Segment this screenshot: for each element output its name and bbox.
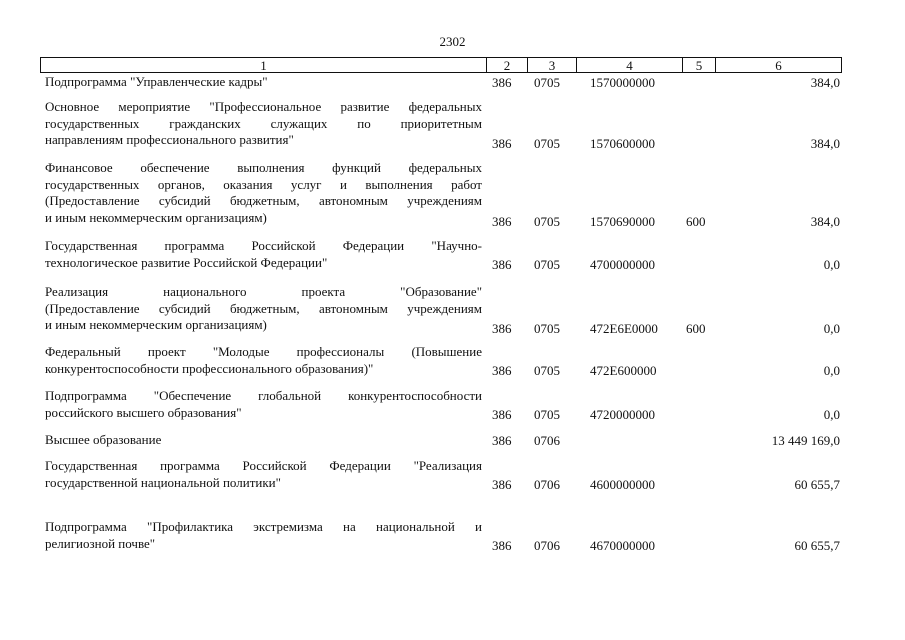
ministry-code: 386 [492,257,512,272]
ministry-code: 386 [492,136,512,151]
description-line: государственных органов, оказания услуг и выполнения работ [45,176,482,192]
description-line: конкурентоспособности профессионального образования)" [45,360,374,376]
table-row [0,99,905,152]
target-article-code: 1570690000 [590,214,655,229]
expense-type-code: 600 [686,321,706,336]
description-line: направлениям профессионального развития" [45,132,294,147]
header-col-3: 3 [527,58,576,72]
section-code: 0705 [534,407,560,422]
description-line: Федеральный проект "Молодые профессионалы (Повышение [45,344,482,359]
ministry-code: 386 [492,433,512,448]
section-code: 0706 [534,477,560,492]
section-code: 0705 [534,321,560,336]
description-line: Подпрограмма "Профилактика экстремизма на национальной и [45,519,482,534]
ministry-code: 386 [492,75,512,90]
row-description [45,344,482,377]
row-description [45,74,482,91]
target-article-code: 4600000000 [590,477,655,492]
description-line: религиозной почве" [45,535,156,551]
target-article-code: 1570600000 [590,136,655,151]
header-col-2: 2 [486,58,527,72]
section-code: 0706 [534,433,560,448]
description-line: Финансовое обеспечение выполнения функций федеральных [45,160,482,175]
amount-value: 384,0 [810,75,840,90]
description-line: (Предоставление субсидий бюджетным, автономным учреждениям [45,300,482,316]
amount-value: 0,0 [823,407,840,422]
amount-value: 0,0 [823,363,840,378]
row-description [45,432,482,449]
ministry-code: 386 [492,321,512,336]
description-line: Подпрограмма "Управленческие кадры" [45,74,268,89]
header-col-1: 1 [260,58,267,73]
section-code: 0705 [534,214,560,229]
amount-value: 60 655,7 [794,538,840,553]
description-line: Государственная программа Российской Федерации "Научно- [45,238,482,253]
amount-value: 13 449 169,0 [771,433,840,448]
section-code: 0705 [534,75,560,90]
table-row [0,284,905,337]
section-code: 0705 [534,136,560,151]
description-line: Подпрограмма "Обеспечение глобальной конкурентоспособности [45,388,482,403]
expense-type-code: 600 [686,214,706,229]
amount-value: 384,0 [810,214,840,229]
ministry-code: 386 [492,477,512,492]
target-article-code: 4720000000 [590,407,655,422]
table-row [0,519,905,554]
target-article-code: 472Е600000 [590,363,657,378]
ministry-code: 386 [492,363,512,378]
table-row [0,432,905,449]
row-description [45,519,482,552]
description-line: российского высшего образования" [45,404,242,420]
description-line: и иным некоммерческим организациям) [45,317,267,332]
target-article-code: 1570000000 [590,75,655,90]
section-code: 0705 [534,257,560,272]
table-row [0,388,905,423]
ministry-code: 386 [492,538,512,553]
row-description [45,238,482,271]
header-col-5: 5 [682,58,715,72]
header-col-6: 6 [715,58,841,72]
description-line: Основное мероприятие "Профессиональное развитие федеральных [45,99,482,114]
description-line: (Предоставление субсидий бюджетным, автономным учреждениям [45,193,482,208]
page-number: 2302 [439,34,466,49]
description-line: технологическое развитие Российской Федерации" [45,254,328,270]
ministry-code: 386 [492,407,512,422]
description-line: Реализация национального проекта "Образование" [45,284,482,299]
description-line: государственной национальной политики" [45,474,281,490]
description-line: Высшее образование [45,432,162,447]
target-article-code: 4670000000 [590,538,655,553]
target-article-code: 472Е6Е0000 [590,321,658,336]
table-row [0,74,905,91]
row-description [45,458,482,491]
header-col-4: 4 [576,58,682,72]
description-line: государственных гражданских служащих по приоритетным [45,115,482,131]
row-description [45,388,482,421]
row-description [45,160,482,226]
table-row [0,344,905,379]
ministry-code: 386 [492,214,512,229]
table-header [40,57,842,73]
target-article-code: 4700000000 [590,257,655,272]
description-line: Государственная программа Российской Федерации "Реализация [45,458,482,473]
table-row [0,238,905,273]
table-row [0,458,905,493]
section-code: 0705 [534,363,560,378]
row-description [45,99,482,149]
row-description [45,284,482,334]
section-code: 0706 [534,538,560,553]
description-line: и иным некоммерческим организациям) [45,209,267,225]
amount-value: 0,0 [823,257,840,272]
amount-value: 384,0 [810,136,840,151]
table-row [0,160,905,230]
amount-value: 60 655,7 [794,477,840,492]
amount-value: 0,0 [823,321,840,336]
